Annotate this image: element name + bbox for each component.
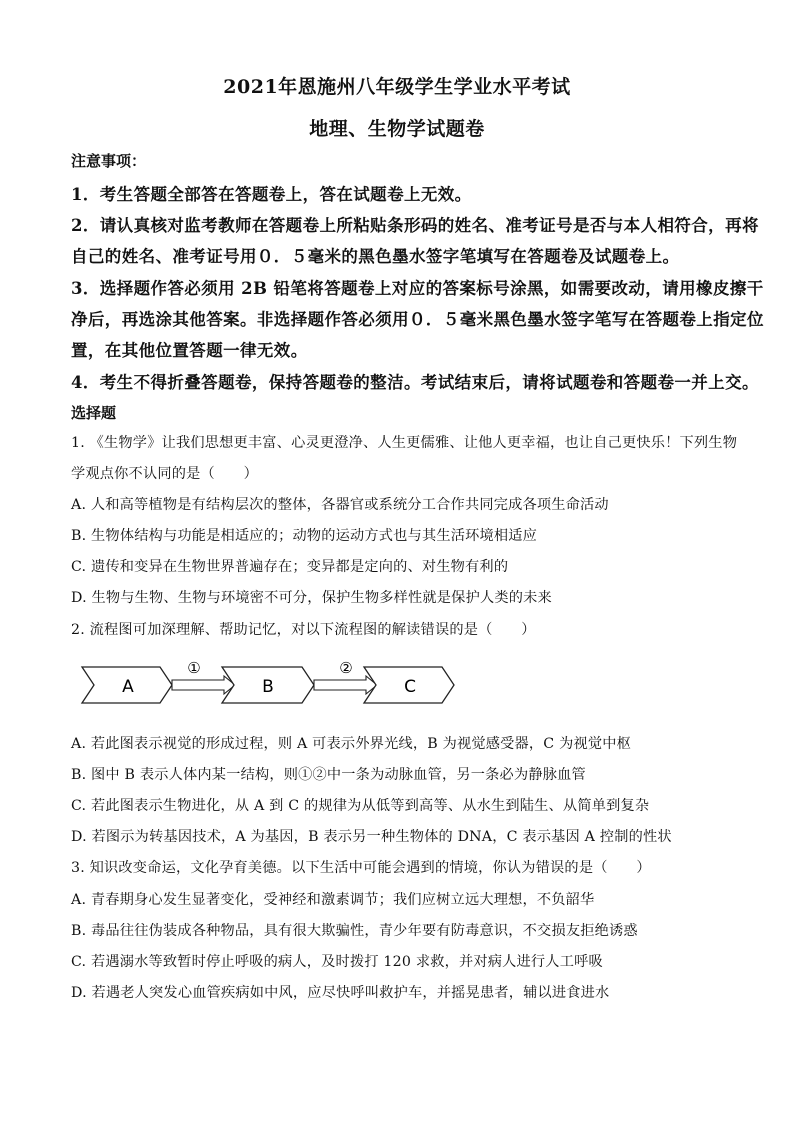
question-2-stem: 2. 流程图可加深理解、帮助记忆，对以下流程图的解读错误的是（ ） <box>71 622 536 638</box>
notice-line: 自己的姓名、准考证号用０．５毫米的黑色墨水签字笔填写在答题卷及试题卷上。 <box>71 247 680 266</box>
question-1-stem: 1. 《生物学》让我们思想更丰富、心灵更澄净、人生更儒雅、让他人更幸福，也让自己更快乐！下列生物 <box>71 435 738 451</box>
question-1-stem: 学观点你不认同的是（ ） <box>71 466 259 482</box>
question-3-option-c: C. 若遇溺水等致暂时停止呼吸的病人，及时拨打 120 求救，并对病人进行人工呼吸 <box>71 954 603 970</box>
exam-subtitle: 地理、生物学试题卷 <box>309 118 485 140</box>
flowchart-arrow-1-label: ① <box>187 659 201 677</box>
notice-line: 4．考生不得折叠答题卷，保持答题卷的整洁。考试结束后，请将试题卷和答题卷一并上交。 <box>71 373 759 392</box>
question-1-option-a: A. 人和高等植物是有结构层次的整体，各器官或系统分工合作共同完成各项生命活动 <box>71 497 609 513</box>
notice-line: 2．请认真核对监考教师在答题卷上所粘贴条形码的姓名、准考证号是否与本人相符合，再将 <box>71 216 759 235</box>
exam-title: 2021年恩施州八年级学生学业水平考试 <box>223 76 571 98</box>
notice-line: 1．考生答题全部答在答题卷上，答在试题卷上无效。 <box>71 185 472 204</box>
question-2-option-c: C. 若此图表示生物进化，从 A 到 C 的规律为从低等到高等、从水生到陆生、从简单到复杂 <box>71 798 650 814</box>
notice-heading: 注意事项： <box>71 152 147 170</box>
notice-line: 3．选择题作答必须用 2B 铅笔将答题卷上对应的答案标号涂黑，如需要改动，请用橡皮擦干 <box>71 279 764 298</box>
question-1-option-d: D. 生物与生物、生物与环境密不可分，保护生物多样性就是保护人类的未来 <box>71 590 552 606</box>
question-3-option-a: A. 青春期身心发生显著变化，受神经和激素调节；我们应树立远大理想，不负韶华 <box>71 892 595 908</box>
flowchart-arrow-2 <box>314 676 377 694</box>
question-3-option-d: D. 若遇老人突发心血管疾病如中风，应尽快呼叫救护车，并摇晃患者，辅以进食进水 <box>71 985 610 1001</box>
question-3-option-b: B. 毒品往往伪装成各种物品，具有很大欺骗性，青少年要有防毒意识，不交损友拒绝诱惑 <box>71 923 638 939</box>
flowchart-arrow-2-label: ② <box>339 659 353 677</box>
flowchart-node-a-label: A <box>122 677 134 697</box>
question-1-option-c: C. 遗传和变异在生物世界普遍存在；变异都是定向的、对生物有利的 <box>71 559 509 575</box>
flowchart-arrow-1 <box>172 676 235 694</box>
question-2-option-b: B. 图中 B 表示人体内某一结构，则①②中一条为动脉血管，另一条必为静脉血管 <box>71 767 586 783</box>
flowchart-node-b-label: B <box>262 677 274 697</box>
question-3-stem: 3. 知识改变命运，文化孕育美德。以下生活中可能会遇到的情境，你认为错误的是（ ） <box>71 860 651 876</box>
flowchart-node-c-label: C <box>404 677 416 697</box>
notice-line: 置，在其他位置答题一律无效。 <box>71 341 308 360</box>
notice-line: 净后，再选涂其他答案。非选择题作答必须用０．５毫米黑色墨水签字笔写在答题卷上指定位 <box>71 310 764 329</box>
section-label: 选择题 <box>71 404 117 422</box>
question-2-option-d: D. 若图示为转基因技术，A 为基因，B 表示另一种生物体的 DNA，C 表示基因 A 控制的性状 <box>71 829 672 845</box>
question-1-option-b: B. 生物体结构与功能是相适应的；动物的运动方式也与其生活环境相适应 <box>71 528 538 544</box>
question-2-option-a: A. 若此图表示视觉的形成过程，则 A 可表示外界光线，B 为视觉感受器，C 为视觉中枢 <box>71 736 632 752</box>
flowchart-diagram <box>80 655 470 715</box>
